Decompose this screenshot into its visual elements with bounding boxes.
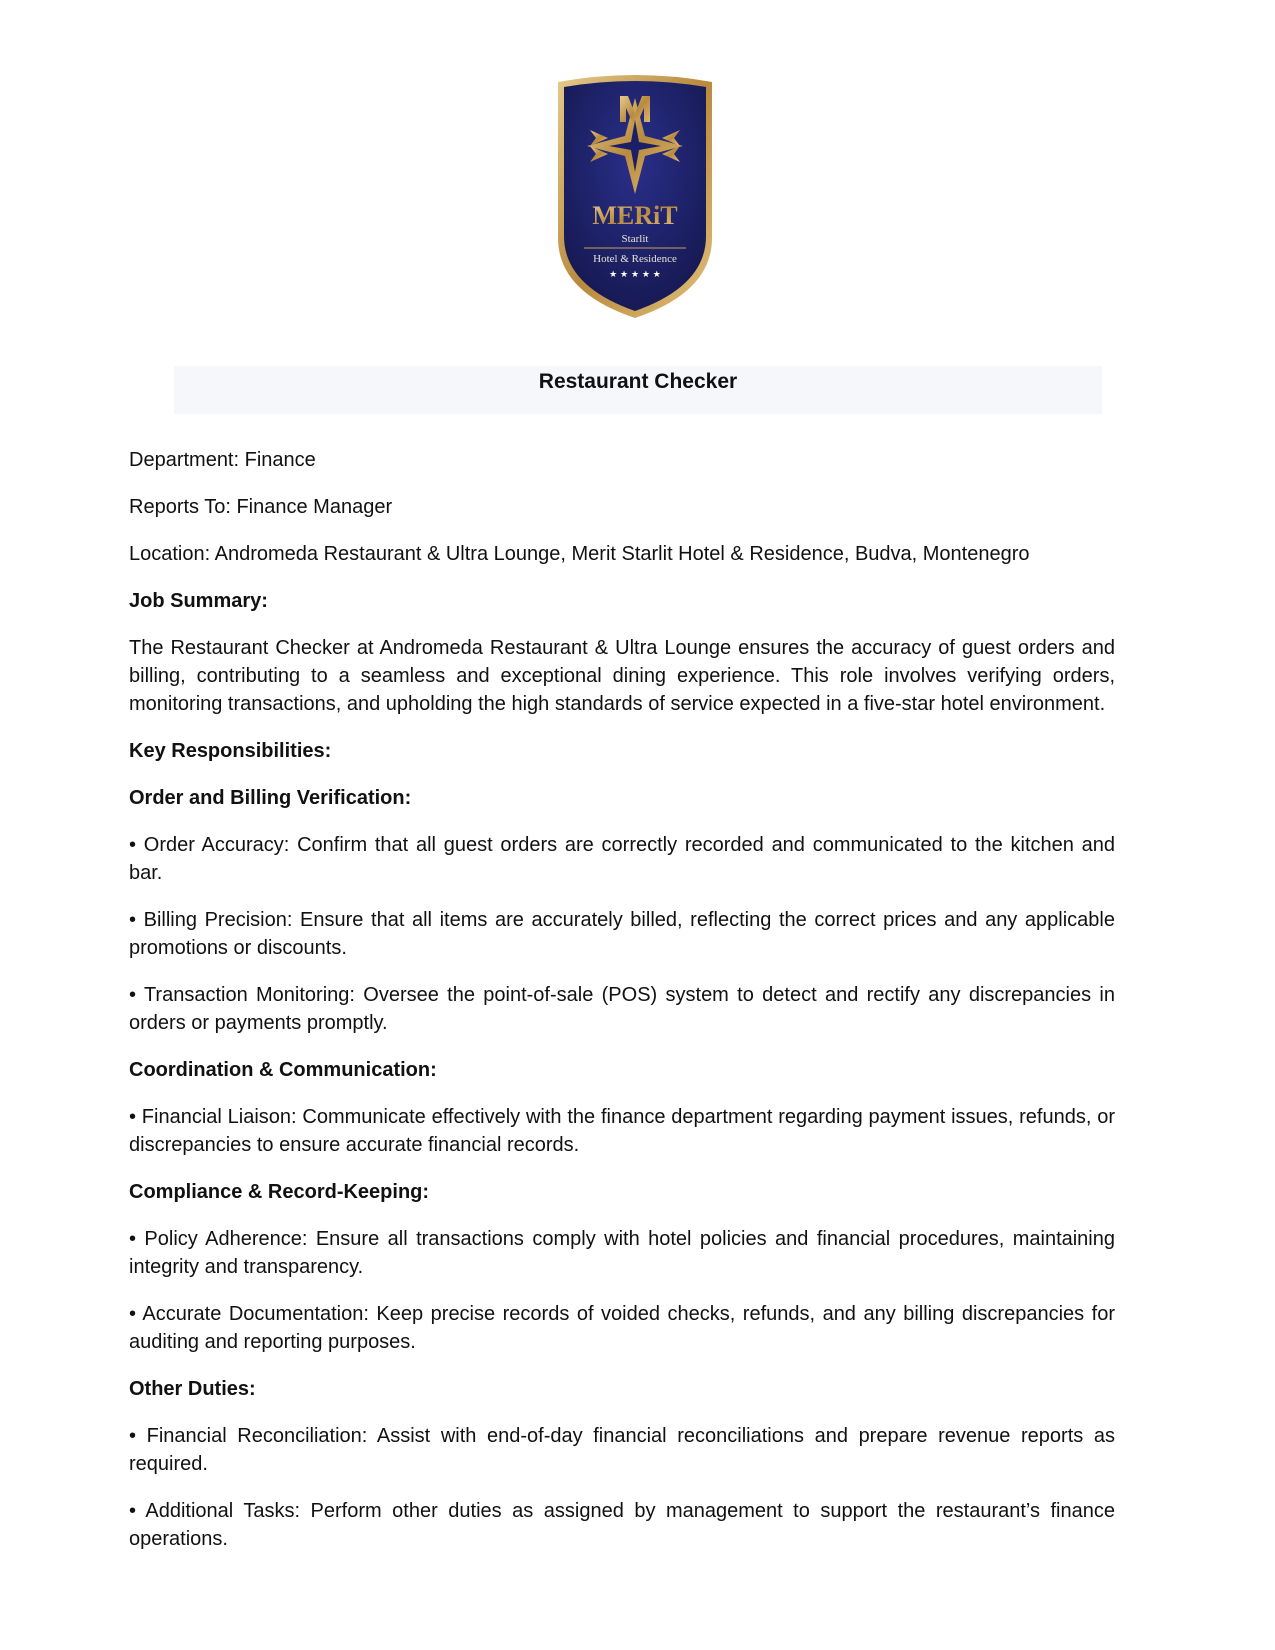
page-title: Restaurant Checker xyxy=(538,370,738,393)
logo-stars-text: ★ ★ ★ ★ ★ xyxy=(609,270,661,280)
list-item: • Additional Tasks: Perform other duties as assigned by management to support the restaurant’s finance operations. xyxy=(129,1500,1115,1550)
logo-tagline-text: Hotel & Residence xyxy=(593,253,677,265)
section-heading-order-billing: Order and Billing Verification: xyxy=(129,787,412,809)
list-item: • Financial Reconciliation: Assist with end-of-day financial reconciliations and prepare revenue reports as required. xyxy=(129,1425,1115,1475)
list-item: • Billing Precision: Ensure that all items are accurately billed, reflecting the correct prices and any applicable promotions or discounts. xyxy=(129,909,1115,959)
job-description-body xyxy=(129,446,1115,1572)
logo-subtitle-text: Starlit xyxy=(621,233,649,245)
section-heading-coordination: Coordination & Communication: xyxy=(129,1059,437,1081)
list-item: • Transaction Monitoring: Oversee the point-of-sale (POS) system to detect and rectify any discrepancies in orders or payments promptly. xyxy=(129,984,1115,1034)
job-summary-text: The Restaurant Checker at Andromeda Restaurant & Ultra Lounge ensures the accuracy of guest orders and billing, contributing to a seamless and exceptional dining experience. This role involves verifying orders, monitoring transactions, and upholding the high standards of service expected in a five-star hotel environment. xyxy=(129,637,1115,715)
key-responsibilities-heading: Key Responsibilities: xyxy=(129,740,332,762)
list-item: • Policy Adherence: Ensure all transactions comply with hotel policies and financial procedures, maintaining integrity and transparency. xyxy=(129,1228,1115,1278)
job-summary-heading: Job Summary: xyxy=(129,590,268,612)
list-item: • Accurate Documentation: Keep precise records of voided checks, refunds, and any billing discrepancies for auditing and reporting purposes. xyxy=(129,1303,1115,1353)
department-line: Department: Finance xyxy=(129,449,316,471)
section-heading-other-duties: Other Duties: xyxy=(129,1378,256,1400)
location-line: Location: Andromeda Restaurant & Ultra Lounge, Merit Starlit Hotel & Residence, Budva, Montenegro xyxy=(129,543,1030,565)
title-band xyxy=(174,366,1102,414)
shield-logo-icon xyxy=(548,70,722,322)
section-heading-compliance: Compliance & Record-Keeping: xyxy=(129,1181,430,1203)
logo-brand-text: MERiT xyxy=(592,201,678,230)
list-item: • Order Accuracy: Confirm that all guest orders are correctly recorded and communicated to the kitchen and bar. xyxy=(129,834,1115,884)
hotel-logo xyxy=(548,70,722,322)
reports-to-line: Reports To: Finance Manager xyxy=(129,496,393,518)
list-item: • Financial Liaison: Communicate effectively with the finance department regarding payment issues, refunds, or discrepancies to ensure accurate financial records. xyxy=(129,1106,1115,1156)
